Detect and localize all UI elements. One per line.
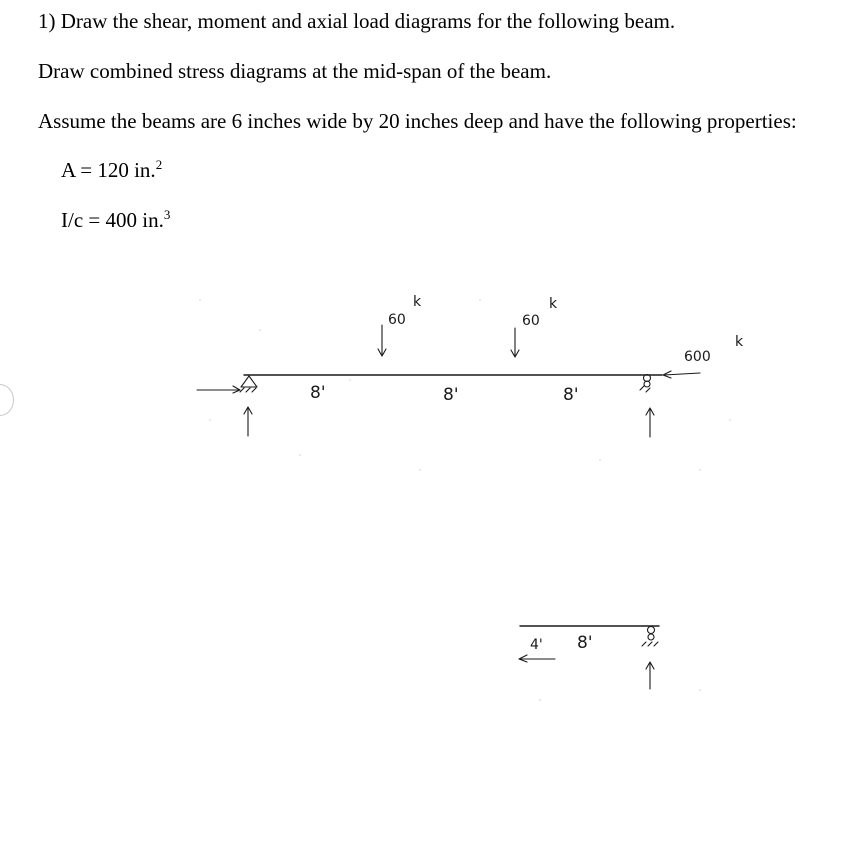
- problem-statement: 1) Draw the shear, moment and axial load diagrams for the following beam.: [38, 9, 676, 33]
- instruction-line: Draw combined stress diagrams at the mid-span of the beam.: [38, 59, 552, 83]
- load-2-value: 60: [522, 313, 540, 329]
- span-3-label: 8': [563, 385, 579, 405]
- point-load-1-arrow: [378, 325, 386, 356]
- area-exponent: 2: [155, 157, 163, 172]
- scan-noise: [199, 299, 731, 701]
- segment-span-1-label: 4': [530, 637, 543, 653]
- point-load-2-arrow: [511, 328, 519, 357]
- assumption-line: Assume the beams are 6 inches wide by 20 inches deep and have the following properties:: [38, 109, 797, 133]
- right-vertical-reaction-arrow: [646, 408, 654, 437]
- segment-vertical-reaction-arrow: [646, 662, 654, 689]
- area-text: A = 120 in.: [61, 158, 156, 182]
- span-1-label: 8': [310, 383, 326, 403]
- axial-load-arrow: [663, 371, 700, 378]
- axial-load-unit: k: [735, 334, 744, 350]
- ic-exponent: 3: [163, 207, 171, 222]
- load-1-value: 60: [388, 312, 406, 328]
- segment-roller-support-icon: [642, 627, 658, 647]
- span-2-label: 8': [443, 385, 459, 405]
- ic-text: I/c = 400 in.: [61, 208, 164, 232]
- load-2-unit: k: [549, 296, 558, 312]
- load-1-unit: k: [413, 294, 422, 310]
- axial-load-value: 600: [684, 349, 711, 365]
- roller-support-icon: [640, 375, 651, 393]
- segment-axial-arrow: [519, 655, 555, 662]
- left-vertical-reaction-arrow: [244, 407, 252, 436]
- segment-span-2-label: 8': [577, 633, 593, 653]
- pin-support-icon: [240, 376, 257, 392]
- left-horizontal-reaction-arrow: [197, 386, 240, 393]
